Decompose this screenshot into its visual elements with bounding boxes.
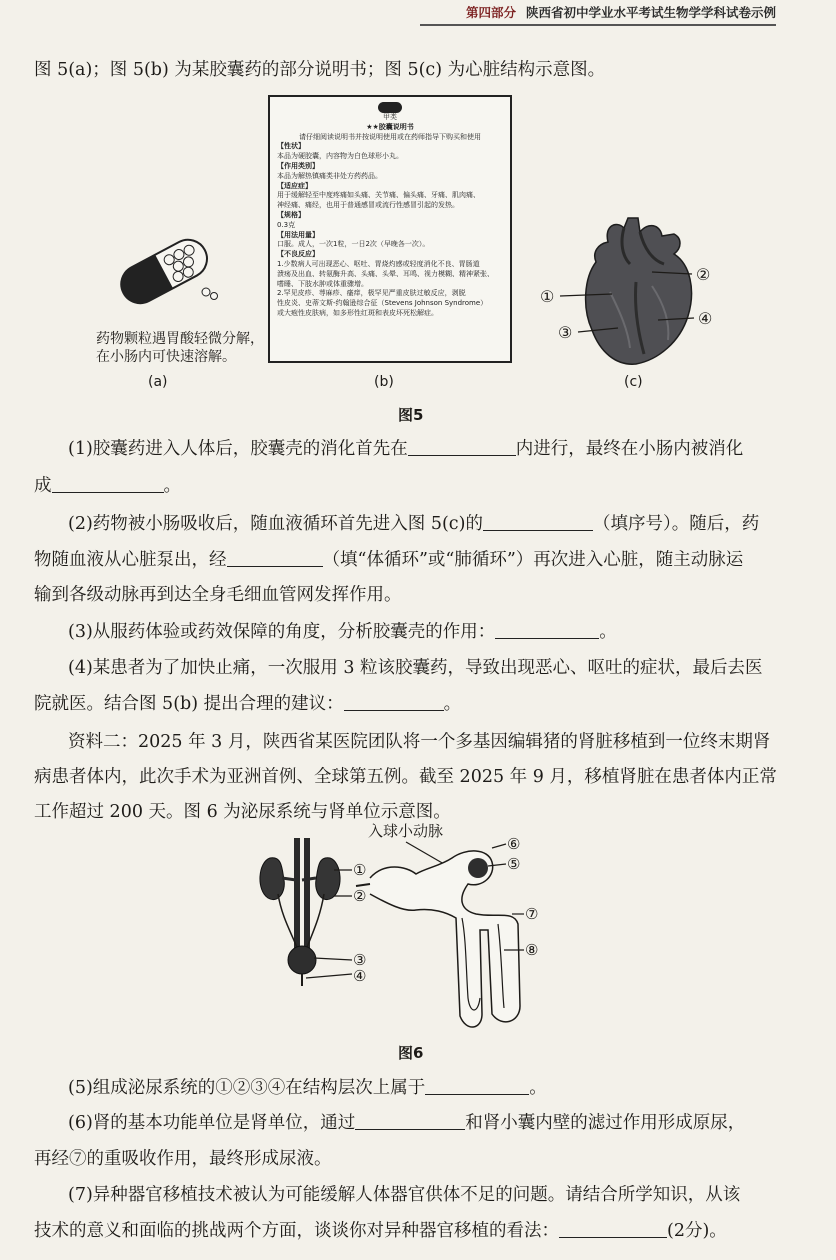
leaflet-sec6-text4: 2.罕见皮疹、荨麻疹、瘙痒，极罕见严重皮肤过敏反应，剥脱 [277, 289, 466, 298]
leaflet-brand: 甲类 [383, 113, 397, 121]
q7-blank[interactable] [559, 1219, 667, 1238]
q4-line2: 院就医。结合图 5(b) 提出合理的建议： 。 [34, 694, 462, 714]
heart-label-1: ① [540, 287, 555, 306]
leaflet-sec2: 【作用类别】 [277, 161, 319, 170]
heart-label-4: ④ [698, 309, 713, 328]
leaflet-sec5: 【用法用量】 [277, 230, 319, 239]
page-header [466, 0, 776, 24]
leaflet-sec6-text2: 溃疡及出血、转氨酶升高、头痛、头晕、耳鸣、视力模糊、精神紧张、 [277, 269, 494, 278]
label-c: (c) [624, 374, 643, 390]
q1-blank2[interactable] [52, 474, 164, 493]
figure5-title: 图5 [398, 406, 424, 424]
leaflet-sec6-text3: 嗜睡、下肢水肿或体重骤增。 [277, 279, 368, 288]
q4-blank[interactable] [344, 692, 444, 711]
fig6-arteriole-label: 入球小动脉 [368, 822, 444, 840]
q5-line1: (5)组成泌尿系统的①②③④在结构层次上属于 。 [68, 1078, 547, 1098]
urinary-nephron-diagram [256, 818, 576, 1038]
material2-line2: 病患者体内，此次手术为亚洲首例、全球第五例。截至 2025 年 9 月，移植肾脏在患者体内正常 [34, 767, 777, 787]
leaflet-sec3-text2: 神经痛、痛经，也用于普通感冒或流行性感冒引起的发热。 [277, 201, 459, 210]
q1-line2: 成 。 [34, 476, 181, 496]
caption-a-line1: 药物颗粒遇胃酸轻微分解， [96, 331, 264, 347]
q5-blank[interactable] [425, 1076, 529, 1095]
fig6-label-2: ② [353, 887, 367, 905]
q7-line1: (7)异种器官移植技术被认为可能缓解人体器官供体不足的问题。请结合所学知识，从该 [68, 1185, 741, 1205]
header-part: 第四部分 [465, 5, 516, 20]
material2-line1: 资料二：2025 年 3 月，陕西省某医院团队将一个多基因编辑猪的肾脏移植到一位终末期肾 [68, 732, 771, 752]
q4-line1: (4)某患者为了加快止痛，一次服用 3 粒该胶囊药，导致出现恶心、呕吐的症状，最后去医 [68, 658, 763, 678]
medicine-leaflet [268, 95, 512, 363]
fig6-label-3: ③ [353, 951, 367, 969]
heart-label-3: ③ [558, 323, 573, 342]
q1-line1: (1)胶囊药进入人体后，胶囊壳的消化首先在 内进行，最终在小肠内被消化 [68, 439, 744, 459]
brand-logo-icon [378, 102, 402, 113]
q2-line1: (2)药物被小肠吸收后，随血液循环首先进入图 5(c)的 （填序号）。随后，药 [68, 514, 760, 534]
q2-line2: 物随血液从心脏泵出，经 （填“体循环”或“肺循环”）再次进入心脏，随主动脉运 [34, 550, 744, 570]
leaflet-sec2-text: 本品为解热镇痛类非处方药药品。 [277, 171, 382, 180]
caption-a-line2: 在小肠内可快速溶解。 [96, 349, 236, 365]
fig6-label-5: ⑤ [507, 855, 521, 873]
capsule-illustration [110, 236, 220, 306]
figure6-title: 图6 [398, 1044, 424, 1062]
q6-blank[interactable] [355, 1111, 465, 1130]
leaflet-sec6: 【不良反应】 [277, 250, 319, 259]
q6-line1: (6)肾的基本功能单位是肾单位，通过 和肾小囊内壁的滤过作用形成原尿， [68, 1113, 746, 1133]
leaflet-sec6-text5: 性皮炎、史蒂文斯-约翰逊综合征（Stevens Johnson Syndrome） [277, 299, 488, 308]
q3-line1: (3)从服药体验或药效保障的角度，分析胶囊壳的作用： 。 [68, 622, 617, 642]
header-rule [420, 24, 776, 26]
material2-line3: 工作超过 200 天。图 6 为泌尿系统与肾单位示意图。 [34, 802, 451, 822]
q6-line2: 再经⑦的重吸收作用，最终形成尿液。 [34, 1149, 332, 1169]
q3-blank[interactable] [495, 620, 599, 639]
fig6-label-8: ⑧ [525, 941, 539, 959]
fig6-label-6: ⑥ [507, 835, 521, 853]
leaflet-sec4: 【规格】 [277, 210, 305, 219]
label-b: (b) [374, 374, 394, 390]
leaflet-sec6-text6: 或大疱性皮肤病，如多形性红斑和表皮坏死松解症。 [277, 308, 438, 317]
q2-blank2[interactable] [227, 548, 323, 567]
leaflet-sec3: 【适应症】 [277, 181, 312, 190]
leaflet-sec6-text1: 1.少数病人可出现恶心、呕吐、胃烧灼感或轻度消化不良、胃肠道 [277, 259, 480, 268]
fig6-label-1: ① [353, 861, 367, 879]
fig6-label-4: ④ [353, 967, 367, 985]
q7-line2: 技术的意义和面临的挑战两个方面，谈谈你对异种器官移植的看法： (2分)。 [34, 1221, 727, 1241]
fig6-label-7: ⑦ [525, 905, 539, 923]
leaflet-sec4-text: 0.3克 [277, 220, 296, 229]
q1-blank1[interactable] [408, 437, 516, 456]
heart-diagram [540, 212, 740, 372]
heart-label-2: ② [696, 265, 711, 284]
q2-line3: 输到各级动脉再到达全身毛细血管网发挥作用。 [34, 585, 402, 605]
intro-text: 图 5(a)；图 5(b) 为某胶囊药的部分说明书；图 5(c) 为心脏结构示意图。 [34, 60, 606, 80]
leaflet-sec1: 【性状】 [277, 142, 305, 151]
leaflet-sec5-text: 口服。成人，一次1粒，一日2次（早晚各一次）。 [277, 240, 430, 249]
leaflet-title: ★★胶囊说明书 [366, 122, 414, 131]
label-a: (a) [148, 374, 168, 390]
leaflet-sec1-text: 本品为硬胶囊，内容物为白色球形小丸。 [277, 152, 403, 161]
leaflet-notice: 请仔细阅读说明书并按说明使用或在药师指导下购买和使用 [299, 132, 481, 141]
q2-blank1[interactable] [483, 512, 593, 531]
header-title: 陕西省初中学业水平考试生物学学科试卷示例 [525, 5, 776, 20]
leaflet-sec3-text1: 用于缓解轻至中度疼痛如头痛、关节痛、偏头痛、牙痛、肌肉痛、 [277, 191, 480, 200]
